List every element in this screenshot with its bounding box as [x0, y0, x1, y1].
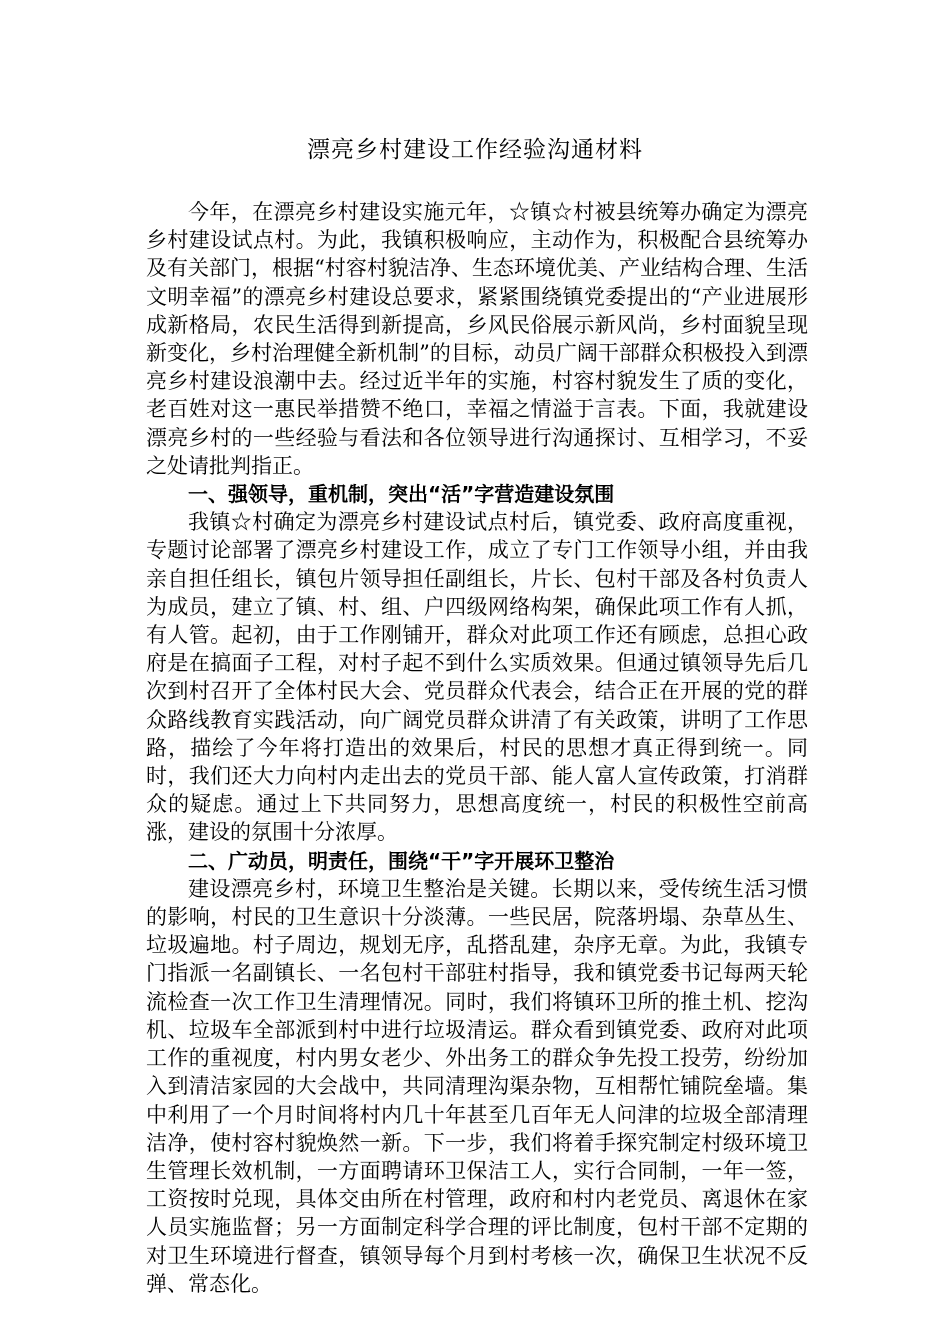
section-1-paragraph: 我镇☆村确定为漂亮乡村建设试点村后，镇党委、政府高度重视，专题讨论部署了漂亮乡村建设工作，成立了专门工作领导小组，并由我亲自担任组长，镇包片领导担任副组长，片长、包村干部及各村负责人为成员，建立了镇、村、组、户四级网络构架，确保此项工作有人抓，有人管。起初，由于工作刚铺开，群众对此项工作还有顾虑，总担心政府是在搞面子工程，对村子起不到什么实质效果。但通过镇领导先后几次到村召开了全体村民大会、党员群众代表会，结合正在开展的党的群众路线教育实践活动，向广阔党员群众讲清了有关政策，讲明了工作思路，描绘了今年将打造出的效果后，村民的思想才真正得到统一。同时，我们还大力向村内走出去的党员干部、能人富人宣传政策，打消群众的疑虑。通过上下共同努力，思想高度统一，村民的积极性空前高涨，建设的氛围十分浓厚。	[146, 510, 808, 845]
document-body	[146, 198, 808, 1298]
section-2-heading: 二、广动员，明责任，围绕“干”字开展环卫整治	[188, 848, 615, 873]
intro-paragraph: 今年，在漂亮乡村建设实施元年，☆镇☆村被县统筹办确定为漂亮乡村建设试点村。为此，我镇积极响应，主动作为，积极配合县统筹办及有关部门，根据“村容村貌洁净、生态环境优美、产业结构合理、生活文明幸福”的漂亮乡村建设总要求，紧紧围绕镇党委提出的“产业进展形成新格局，农民生活得到新提高，乡风民俗展示新风尚，乡村面貌呈现新变化，乡村治理健全新机制”的目标，动员广阔干部群众积极投入到漂亮乡村建设浪潮中去。经过近半年的实施，村容村貌发生了质的变化，老百姓对这一惠民举措赞不绝口，幸福之情溢于言表。下面，我就建设漂亮乡村的一些经验与看法和各位领导进行沟通探讨、互相学习，不妥之处请批判指正。	[146, 200, 808, 478]
document-title: 漂亮乡村建设工作经验沟通材料	[307, 137, 643, 163]
section-1-heading: 一、强领导，重机制，突出“活”字营造建设氛围	[188, 482, 615, 507]
section-2-paragraph: 建设漂亮乡村，环境卫生整治是关键。长期以来，受传统生活习惯的影响，村民的卫生意识十分淡薄。一些民居，院落坍塌、杂草丛生、垃圾遍地。村子周边，规划无序，乱搭乱建，杂序无章。为此，我镇专门指派一名副镇长、一名包村干部驻村指导，我和镇党委书记每两天轮流检查一次工作卫生清理情况。同时，我们将镇环卫所的推土机、挖沟机、垃圾车全部派到村中进行垃圾清运。群众看到镇党委、政府对此项工作的重视度，村内男女老少、外出务工的群众争先投工投劳，纷纷加入到清洁家园的大会战中，共同清理沟渠杂物，互相帮忙铺院垒墙。集中利用了一个月时间将村内几十年甚至几百年无人问津的垃圾全部清理洁净，使村容村貌焕然一新。下一步，我们将着手探究制定村级环境卫生管理长效机制，一方面聘请环卫保洁工人，实行合同制，一年一签，工资按时兑现，具体交由所在村管理，政府和村内老党员、离退休在家人员实施监督；另一方面制定科学合理的评比制度，包村干部不定期的对卫生环境进行督查，镇领导每个月到村考核一次，确保卫生状况不反弹、常态化。	[146, 876, 808, 1296]
